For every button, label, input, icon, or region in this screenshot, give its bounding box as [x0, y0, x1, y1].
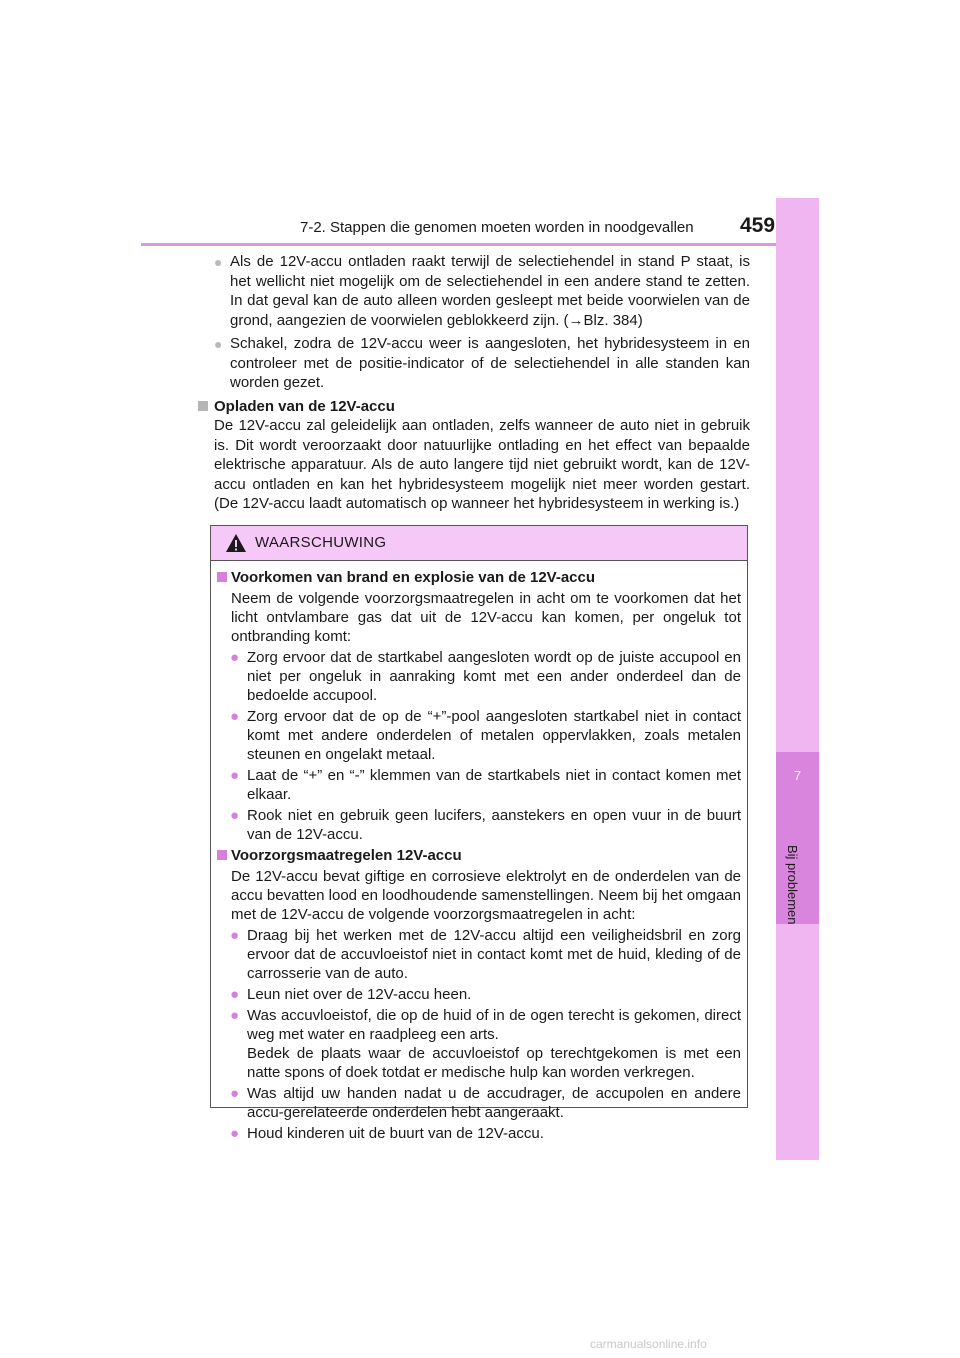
warning-triangle-icon — [225, 533, 247, 553]
warning-section-intro: De 12V-accu bevat giftige en corrosieve elektrolyt en de onderdelen van de accu bevatten lood en loodhoudende samenstellingen. Neem bij het omgaan met de 12V-accu de volgende voorzorgsmaatregelen in acht: — [231, 868, 741, 923]
bullet-dot-icon: ● — [230, 807, 240, 824]
warning-section-heading — [217, 568, 741, 587]
warning-section-intro: Neem de volgende voorzorgsmaatregelen in acht om te voorkomen dat het licht ontvlambare gas dat uit de 12V-accu kan komen, per ongeluk tot ontbranding komt: — [231, 590, 741, 645]
bullet-dot-icon: ● — [230, 1007, 240, 1024]
chapter-label: Bij problemen — [785, 845, 800, 925]
bullet-dot-icon: ● — [230, 1125, 240, 1142]
bullet-dot-icon: ● — [230, 708, 240, 725]
warning-bullet-text: Houd kinderen uit de buurt van de 12V-accu. — [247, 1125, 544, 1142]
square-bullet-icon — [217, 572, 227, 582]
watermark: carmanualsonline.info — [590, 1337, 707, 1351]
warning-bullet — [217, 1084, 741, 1122]
warning-title: WAARSCHUWING — [255, 534, 387, 551]
bullet-dot-icon: ● — [230, 986, 240, 1003]
page-number: 459 — [740, 214, 776, 237]
warning-bullet — [217, 926, 741, 983]
warning-section-heading-text: Voorzorgsmaatregelen 12V-accu — [231, 847, 462, 864]
warning-bullet — [217, 806, 741, 844]
section-heading-text: Opladen van de 12V-accu — [214, 397, 395, 415]
square-bullet-icon — [198, 401, 208, 411]
warning-section-heading — [217, 846, 741, 865]
section-paragraph: De 12V-accu zal geleidelijk aan ontladen, zelfs wanneer de auto niet in gebruik is. Dit wordt veroorzaakt door natuurlijke ontlading en het effect van bepaalde elektrische apparatuur. Als de auto langere tijd niet gebruikt wordt, kan de 12V-accu ontladen en kan het hybridesysteem mogelijk niet meer worden gestart. (De 12V-accu laadt automatisch op wanneer het hybridesysteem in werking is.) — [214, 417, 750, 512]
bullet-dot-icon: ● — [214, 254, 223, 270]
page-header-title: 7-2. Stappen die genomen moeten worden in noodgevallen — [300, 219, 694, 236]
bullet-dot-icon: ● — [230, 1085, 240, 1102]
warning-bullet-extra-text: Bedek de plaats waar de accuvloeistof op terechtgekomen is met een natte spons of doek totdat er medische hulp kan worden verkregen. — [247, 1045, 741, 1081]
bullet-item — [214, 334, 750, 393]
square-bullet-icon — [217, 850, 227, 860]
warning-bullet-text: Rook niet en gebruik geen lucifers, aanstekers en open vuur in de buurt van de 12V-accu. — [247, 807, 741, 843]
bullet-dot-icon: ● — [230, 927, 240, 944]
warning-body — [211, 561, 747, 1143]
chapter-label-wrap — [785, 845, 809, 925]
bullet-dot-icon: ● — [230, 649, 240, 666]
warning-box — [210, 525, 748, 1142]
bullet-dot-icon: ● — [214, 336, 223, 352]
warning-bullet-text: Zorg ervoor dat de startkabel aangesloten wordt op de juiste accupool en niet per ongeluk in aanraking komt met een ander onderdeel dan de bedoelde accupool. — [247, 649, 741, 704]
section-heading — [198, 397, 750, 417]
warning-bullet — [217, 1006, 741, 1082]
warning-bullet-text: Was accuvloeistof, die op de huid of in de ogen terecht is gekomen, direct weg met water en raadpleeg een arts. — [247, 1007, 741, 1043]
warning-bullet — [217, 766, 741, 804]
bullet-text: Als de 12V-accu ontladen raakt terwijl de selectiehendel in stand P staat, is het wellicht niet mogelijk om de selectiehendel in een andere stand te zetten. In dat geval kan de auto alleen worden gesleept met beide voorwielen van de grond, aangezien de voorwielen geblokkeerd zijn. (→Blz. 384) — [230, 253, 750, 329]
main-content — [214, 252, 750, 518]
warning-bullet-text: Laat de “+” en “-” klemmen van de startkabels niet in contact komen met elkaar. — [247, 767, 741, 803]
warning-bullet — [217, 1124, 741, 1143]
warning-bullet-text: Draag bij het werken met de 12V-accu altijd een veiligheidsbril en zorg ervoor dat de accuvloeistof niet in contact komt met de huid, kleding of de carrosserie van de auto. — [247, 927, 741, 982]
warning-bullet — [217, 707, 741, 764]
bullet-text: Schakel, zodra de 12V-accu weer is aangesloten, het hybridesysteem in en controleer met de positie-indicator of de selectiehendel in alle standen kan worden gezet. — [230, 335, 750, 391]
warning-bullet — [217, 648, 741, 705]
warning-bullet-text: Zorg ervoor dat de op de “+”-pool aangesloten startkabel niet in contact komt met andere onderdelen of metalen oppervlakken, zoals metalen steunen en ongelakt metaal. — [247, 708, 741, 763]
header-rule — [141, 243, 818, 246]
warning-bullet-text: Was altijd uw handen nadat u de accudrager, de accupolen en andere accu-gerelateerde onderdelen hebt aangeraakt. — [247, 1085, 741, 1121]
bullet-item — [214, 252, 750, 330]
warning-header — [211, 526, 747, 561]
chapter-number: 7 — [793, 768, 802, 783]
warning-section-heading-text: Voorkomen van brand en explosie van de 12V-accu — [231, 569, 596, 586]
chapter-side-tab — [776, 198, 819, 1160]
bullet-dot-icon: ● — [230, 767, 240, 784]
warning-bullet-text: Leun niet over de 12V-accu heen. — [247, 986, 472, 1003]
warning-bullet — [217, 985, 741, 1004]
